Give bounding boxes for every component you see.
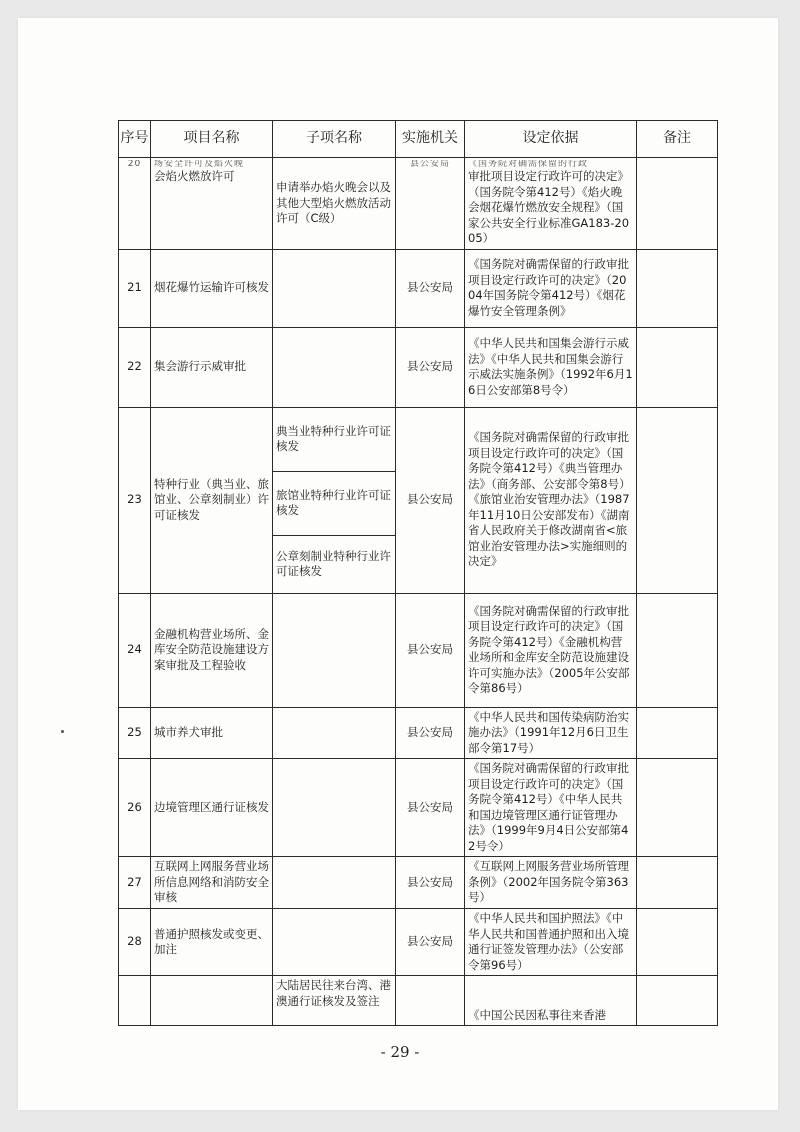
sub-cell (273, 593, 396, 707)
basis-cell: 《互联网上网服务营业场所管理条例》（2002年国务院令第363号） (465, 857, 637, 909)
note-cell (637, 976, 718, 1026)
note-cell (637, 759, 718, 857)
table-row (119, 407, 718, 471)
note-cell (637, 909, 718, 976)
table-row (119, 857, 718, 909)
basis-cell (465, 158, 637, 250)
note-cell (637, 707, 718, 759)
table-row (119, 909, 718, 976)
seq-cell: 24 (119, 593, 151, 707)
seq-cell: 21 (119, 249, 151, 327)
sub-cell (273, 759, 396, 857)
name-text: 会焰火燃放许可 (154, 169, 235, 183)
name-cell: 普通护照核发或变更、加注 (151, 909, 273, 976)
basis-cell: 《国务院对确需保留的行政审批项目设定行政许可的决定》（国务院令第412号）《典当管理办法》（商务部、公安部令第8号）《旅馆业治安管理办法》（1987年11月10日公安部发布）《湖南省人民政府关于修改湖南省<旅馆业治安管理办法>实施细则的决定》 (465, 407, 637, 593)
org-cell: 县公安局 (396, 857, 465, 909)
org-cell: 县公安局 (396, 593, 465, 707)
name-cell (151, 158, 273, 250)
header-basis: 设定依据 (465, 121, 637, 158)
sub-cell (273, 909, 396, 976)
name-cell: 集会游行示威审批 (151, 327, 273, 407)
seq-cell (119, 158, 151, 250)
sub-cell: 大陆居民往来台湾、港澳通行证核发及签注 (273, 976, 396, 1026)
basis-cell: 《国务院对确需保留的行政审批项目设定行政许可的决定》（国务院令第412号）《中华人民共和国边境管理区通行证管理办法》（1999年9月4日公安部第42号令） (465, 759, 637, 857)
name-cell (151, 976, 273, 1026)
note-cell (637, 327, 718, 407)
sub-cell: 旅馆业特种行业许可证核发 (273, 471, 396, 535)
seq-cell (119, 976, 151, 1026)
org-cell (396, 158, 465, 250)
seq-cell: 22 (119, 327, 151, 407)
name-cell: 烟花爆竹运输许可核发 (151, 249, 273, 327)
table-row (119, 249, 718, 327)
header-seq: 序号 (119, 121, 151, 158)
note-cell (637, 249, 718, 327)
permit-table (118, 120, 718, 1026)
table-row (119, 759, 718, 857)
basis-cell: 《国务院对确需保留的行政审批项目设定行政许可的决定》（2004年国务院令第412号）《烟花爆竹安全管理条例》 (465, 249, 637, 327)
table-header-row (119, 121, 718, 158)
basis-text: 审批项目设定行政许可的决定》（国务院令第412号）《焰火晚会烟花爆竹燃放安全规程》（国家公共安全行业标准GA183-2005） (468, 169, 630, 245)
note-cell (637, 593, 718, 707)
table-row (119, 976, 718, 1026)
basis-cell: 《中华人民共和国护照法》《中华人民共和国普通护照和出入境通行证签发管理办法》（公安部令第96号） (465, 909, 637, 976)
org-cell: 县公安局 (396, 909, 465, 976)
table-row (119, 707, 718, 759)
basis-cell: 《国务院对确需保留的行政审批项目设定行政许可的决定》（国务院令第412号）《金融机构营业场所和金库安全防范设施建设许可实施办法》（2005年公安部令第86号） (465, 593, 637, 707)
basis-cell: 《中国公民因私事往来香港 (465, 976, 637, 1026)
seq-cell: 25 (119, 707, 151, 759)
org-cut-text: 县公安局 (409, 160, 450, 169)
org-cell: 县公安局 (396, 407, 465, 593)
name-cell: 特种行业（典当业、旅馆业、公章刻制业）许可证核发 (151, 407, 273, 593)
table-row (119, 327, 718, 407)
basis-cut-text: 《国务院对确需保留的行政 (468, 160, 589, 169)
note-cell (637, 158, 718, 250)
header-name: 项目名称 (151, 121, 273, 158)
sub-cell (273, 249, 396, 327)
table-row (119, 593, 718, 707)
sub-cell (273, 707, 396, 759)
org-cell: 县公安局 (396, 707, 465, 759)
org-cell: 县公安局 (396, 327, 465, 407)
sub-cell: 申请举办焰火晚会以及其他大型焰火燃放活动许可（C级） (273, 158, 396, 250)
basis-cell: 《中华人民共和国集会游行示威法》《中华人民共和国集会游行示威法实施条例》（1992年6月16日公安部第8号令） (465, 327, 637, 407)
sub-cell: 公章刻制业特种行业许可证核发 (273, 535, 396, 593)
document-page (18, 18, 778, 1110)
header-note: 备注 (637, 121, 718, 158)
seq-cell: 26 (119, 759, 151, 857)
seq-cell: 27 (119, 857, 151, 909)
org-cell: 县公安局 (396, 759, 465, 857)
name-cell: 互联网上网服务营业场所信息网络和消防安全审核 (151, 857, 273, 909)
table-row (119, 158, 718, 250)
note-cell (637, 407, 718, 593)
sub-cell (273, 857, 396, 909)
name-cell: 金融机构营业场所、金库安全防范设施建设方案审批及工程验收 (151, 593, 273, 707)
basis-cell: 《中华人民共和国传染病防治实施办法》（1991年12月6日卫生部令第17号） (465, 707, 637, 759)
scan-speck (61, 730, 64, 733)
name-cell: 边境管理区通行证核发 (151, 759, 273, 857)
note-cell (637, 857, 718, 909)
seq-cell: 28 (119, 909, 151, 976)
header-sub: 子项名称 (273, 121, 396, 158)
org-cell (396, 976, 465, 1026)
seq-cell: 23 (119, 407, 151, 593)
page-number: - 29 - (380, 1043, 420, 1061)
name-cut-text: 场安全许可及焰火晚 (154, 160, 245, 169)
sub-cell: 典当业特种行业许可证核发 (273, 407, 396, 471)
header-org: 实施机关 (396, 121, 465, 158)
name-cell: 城市养犬审批 (151, 707, 273, 759)
sub-cell (273, 327, 396, 407)
org-cell: 县公安局 (396, 249, 465, 327)
seq-cut-text: 20 (127, 160, 142, 169)
